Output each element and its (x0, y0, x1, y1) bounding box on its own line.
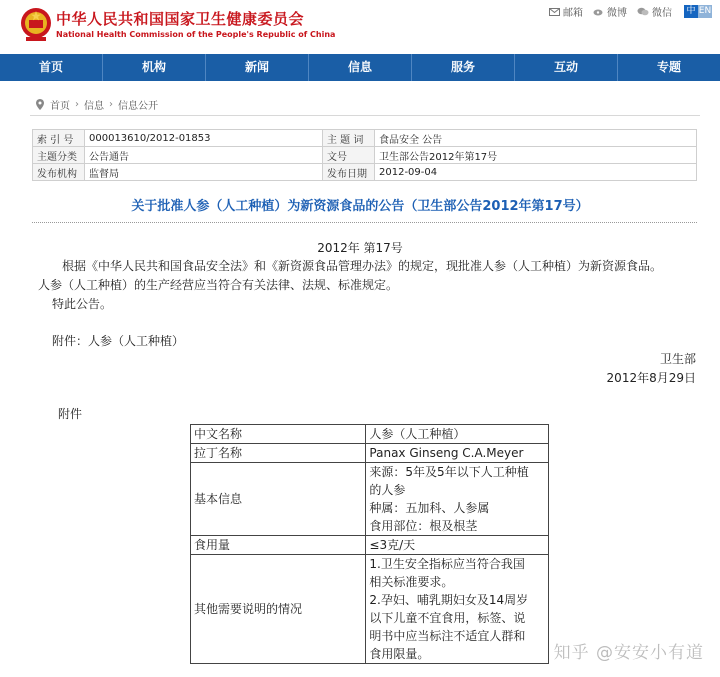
location-pin-icon (36, 99, 44, 110)
value-line: 明书中应当标注不适宜人群和 (369, 629, 526, 643)
value-line: 种属：五加科、人参属 (369, 501, 490, 515)
value-line: 人参（人工种植） (369, 427, 466, 441)
meta-value: 公告通告 (85, 147, 323, 164)
attachment-field-label: 其他需要说明的情况 (191, 555, 366, 664)
attachment-field-value (366, 444, 549, 463)
org-name-en[interactable]: National Health Commission of the People's Republic of China (56, 30, 336, 39)
attachment-note: 附件：人参（人工种植） (52, 334, 185, 348)
nav-item-services[interactable]: 服务 (412, 54, 515, 81)
value-line: 来源：5年及5年以下人工种植 (369, 465, 529, 479)
meta-label: 发布机构 (33, 164, 85, 181)
site-header (0, 0, 720, 54)
value-line: 相关标准要求。 (369, 575, 454, 589)
title-divider (32, 222, 697, 223)
body-paragraph-line: 人参（人工种植）的生产经营应当符合有关法律、法规、标准规定。 (38, 278, 399, 292)
org-name-cn[interactable]: 中华人民共和国国家卫生健康委员会 (56, 10, 305, 28)
breadcrumb-home[interactable]: 首页 (50, 101, 70, 112)
attachment-label: 附件 (58, 407, 83, 421)
document-metadata-table (32, 129, 697, 181)
value-line: Panax Ginseng C.A.Meyer (369, 446, 524, 460)
language-switch (684, 5, 712, 18)
value-line: 食用部位：根及根茎 (369, 519, 478, 533)
table-row (33, 164, 697, 181)
table-row (191, 425, 549, 444)
wechat-link[interactable] (637, 4, 672, 19)
top-links (539, 4, 712, 19)
value-line: 2.孕妇、哺乳期妇女及14周岁 (369, 593, 529, 607)
nav-item-news[interactable]: 新闻 (206, 54, 309, 81)
attachment-field-label: 基本信息 (191, 463, 366, 536)
value-line: 1.卫生安全指标应当符合我国 (369, 557, 525, 571)
meta-label: 索 引 号 (33, 130, 85, 147)
mail-label: 邮箱 (563, 8, 583, 19)
watermark: 知乎 @安安小有道 (553, 643, 704, 663)
meta-value: 卫生部公告2012年第17号 (375, 147, 697, 164)
breadcrumb-disclosure[interactable]: 信息公开 (118, 101, 158, 112)
signer: 卫生部 (659, 352, 696, 366)
body-paragraph-line: 根据《中华人民共和国食品安全法》和《新资源食品管理办法》的规定，现批准人参（人工种植）为新资源食品。 (62, 259, 663, 273)
attachment-field-label: 拉丁名称 (191, 444, 366, 463)
attachment-table (190, 424, 549, 664)
nav-item-information[interactable]: 信息 (309, 54, 412, 81)
value-line: 的人参 (369, 483, 406, 497)
nav-item-institutions[interactable]: 机构 (103, 54, 206, 81)
attachment-field-label: 食用量 (191, 536, 366, 555)
meta-label: 主题分类 (33, 147, 85, 164)
meta-label: 主 题 词 (323, 130, 375, 147)
breadcrumb-separator: › (109, 99, 113, 110)
lang-cn-button[interactable]: 中 (684, 5, 698, 18)
table-row (191, 555, 549, 664)
meta-label: 发布日期 (323, 164, 375, 181)
main-nav (0, 54, 720, 81)
attachment-field-value (366, 425, 549, 444)
attachment-field-value (366, 536, 549, 555)
attachment-field-value (366, 463, 549, 536)
breadcrumb-information[interactable]: 信息 (84, 101, 104, 112)
nav-item-interaction[interactable]: 互动 (515, 54, 618, 81)
value-line: ≤3克/天 (369, 538, 416, 552)
mail-link[interactable] (549, 4, 583, 19)
attachment-field-value (366, 555, 549, 664)
mail-icon (549, 8, 560, 16)
lang-en-button[interactable]: EN (698, 6, 712, 16)
meta-value: 监督局 (85, 164, 323, 181)
weibo-link[interactable] (593, 4, 627, 19)
breadcrumb-separator: › (75, 99, 79, 110)
meta-value: 000013610/2012-01853 (85, 130, 323, 147)
meta-value: 2012-09-04 (375, 164, 697, 181)
weibo-icon (593, 7, 604, 16)
closing-text: 特此公告。 (52, 297, 113, 311)
nav-item-topics[interactable]: 专题 (656, 60, 681, 74)
wechat-label: 微信 (652, 8, 672, 19)
weibo-label: 微博 (607, 8, 627, 19)
value-line: 以下儿童不宜食用，标签、说 (369, 611, 526, 625)
nav-item-home[interactable]: 首页 (0, 54, 103, 81)
table-row (33, 130, 697, 147)
article-title: 关于批准人参（人工种植）为新资源食品的公告（卫生部公告2012年第17号） (131, 199, 589, 214)
meta-value: 食品安全 公告 (375, 130, 697, 147)
wechat-icon (637, 7, 649, 16)
issue-date: 2012年8月29日 (606, 371, 696, 385)
table-row (191, 536, 549, 555)
table-row (191, 463, 549, 536)
attachment-field-label: 中文名称 (191, 425, 366, 444)
table-row (191, 444, 549, 463)
value-line: 食用限量。 (369, 647, 430, 661)
breadcrumb (30, 94, 700, 116)
issue-number: 2012年 第17号 (317, 241, 403, 255)
national-emblem-icon[interactable] (20, 6, 52, 44)
table-row (33, 147, 697, 164)
meta-label: 文号 (323, 147, 375, 164)
